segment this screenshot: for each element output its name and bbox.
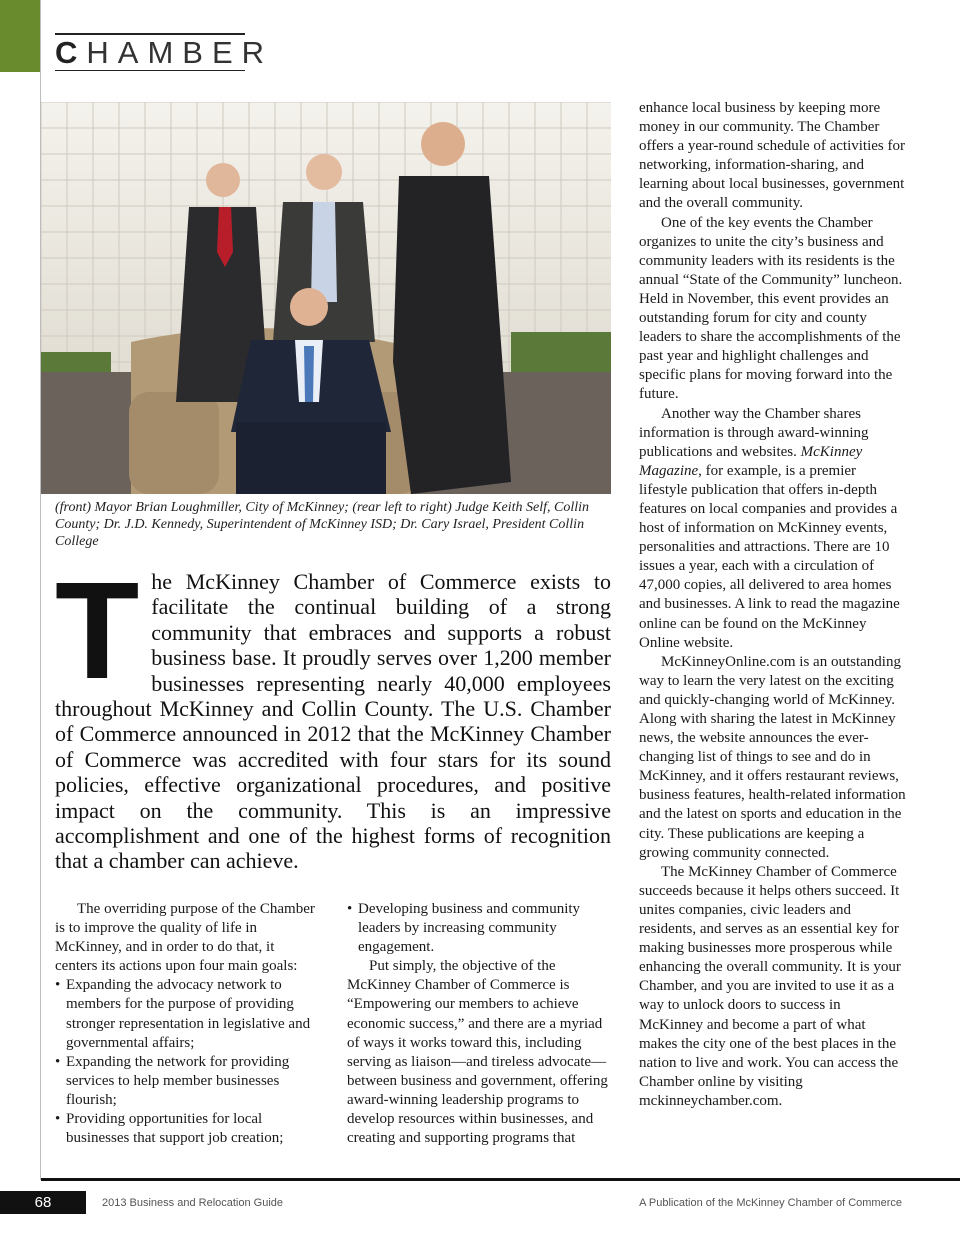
paragraph: McKinneyOnline.com is an outstanding way to learn the very latest on the exciting and quickly-changing world of McKinney. Along with sharing the latest in McKinney news, the website announces the ever-changing list of things to see and do in McKinney, and it offers restaurant reviews, business features, health-related information and the latest on sports and education in the city. These publications are keeping a growing community connected. <box>639 653 906 861</box>
lede-text: he McKinney Chamber of Commerce exists to facilitate the continual building of a strong community that embraces and supports a robust business base. It proudly serves over 1,200 member businesses representing nearly 40,000 employees throughout McKinney and Collin County. The U.S. Chamber of Commerce announced in 2012 that the McKinney Chamber of Commerce was accredited with four stars for its sound policies, effective organizational procedures, and positive impact on the community. This is an impressive accomplishment and one of the highest forms of recognition that a chamber can achieve. <box>55 569 611 874</box>
body-column-2 <box>347 900 611 1148</box>
header-rule-bottom <box>55 70 245 71</box>
paragraph: The overriding purpose of the Chamber is to improve the quality of life in McKinney, and in order to do that, it centers its actions upon four main goals: <box>55 901 315 975</box>
goal-bullet: • Providing opportunities for local businesses that support job creation; <box>55 1110 315 1148</box>
photo-caption: (front) Mayor Brian Loughmiller, City of McKinney; (rear left to right) Judge Keith Self, Collin County; Dr. J.D. Kennedy, Superintendent of McKinney ISD; Dr. Cary Israel, President Collin College <box>55 500 590 549</box>
goal-bullet: • Expanding the advocacy network to members for the purpose of providing stronger representation in legislative and governmental affairs; <box>55 976 315 1052</box>
lede-paragraph <box>55 554 611 874</box>
paragraph: One of the key events the Chamber organizes to unite the city’s business and community leaders with its residents is the annual “State of the Community” luncheon. Held in November, this event provides an outstanding forum for city and county leaders to share the accomplishments of the past year and highlight challenges and specific plans for moving forward into the future. <box>639 214 903 403</box>
footer-publisher: A Publication of the McKinney Chamber of Commerce <box>639 1197 902 1209</box>
group-photo <box>41 102 611 494</box>
section-title: CHAMBER <box>55 35 274 70</box>
paragraph: The McKinney Chamber of Commerce succeeds because it helps others succeed. It unites companies, civic leaders and residents, and serves as an essential key for making businesses more prosperous while enhancing the overall community. It is your Chamber, and you are invited to use it as a way to unlock doors to success in McKinney and become a part of what makes the city one of the best places in the nation to live and work. You can access the Chamber online by visiting mckinneychamber.com. <box>639 863 901 1109</box>
body-column-3 <box>639 99 907 1111</box>
paragraph: enhance local business by keeping more money in our community. The Chamber offers a year-round schedule of activities for networking, information-sharing, and learning about local businesses, government and the overall community. <box>639 100 905 212</box>
drop-cap: T <box>55 554 140 708</box>
paragraph: Put simply, the objective of the McKinney Chamber of Commerce is “Empowering our members to achieve economic success,” and there are a myriad of ways it works toward this, including serving as liaison—and tireless advocate—between business and government, offering award-winning leadership programs to develop resources within businesses, and creating and supporting programs that <box>347 958 608 1147</box>
magazine-title: McKinney Magazine <box>639 443 863 479</box>
footer-publication-title: 2013 Business and Relocation Guide <box>102 1197 284 1209</box>
paragraph: Another way the Chamber shares information is through award-winning publications and websites. McKinney Magazine, for example, is a premier lifestyle publication that offers in-depth features on local companies and provides a host of information on McKinney events, personalities and attractions. There are 10 issues a year, each with a circulation of 47,000 copies, all delivered to area homes and businesses. A link to read the magazine online can be found on the McKinney Online website. <box>639 405 900 651</box>
page-number: 68 <box>0 1191 86 1214</box>
body-column-1 <box>55 900 315 1148</box>
goal-bullet: • Developing business and community leaders by increasing community engagement. <box>347 900 611 957</box>
goal-bullet: • Expanding the network for providing services to help member businesses flourish; <box>55 1053 315 1110</box>
footer-rule <box>41 1178 960 1181</box>
section-color-tab <box>0 0 40 72</box>
